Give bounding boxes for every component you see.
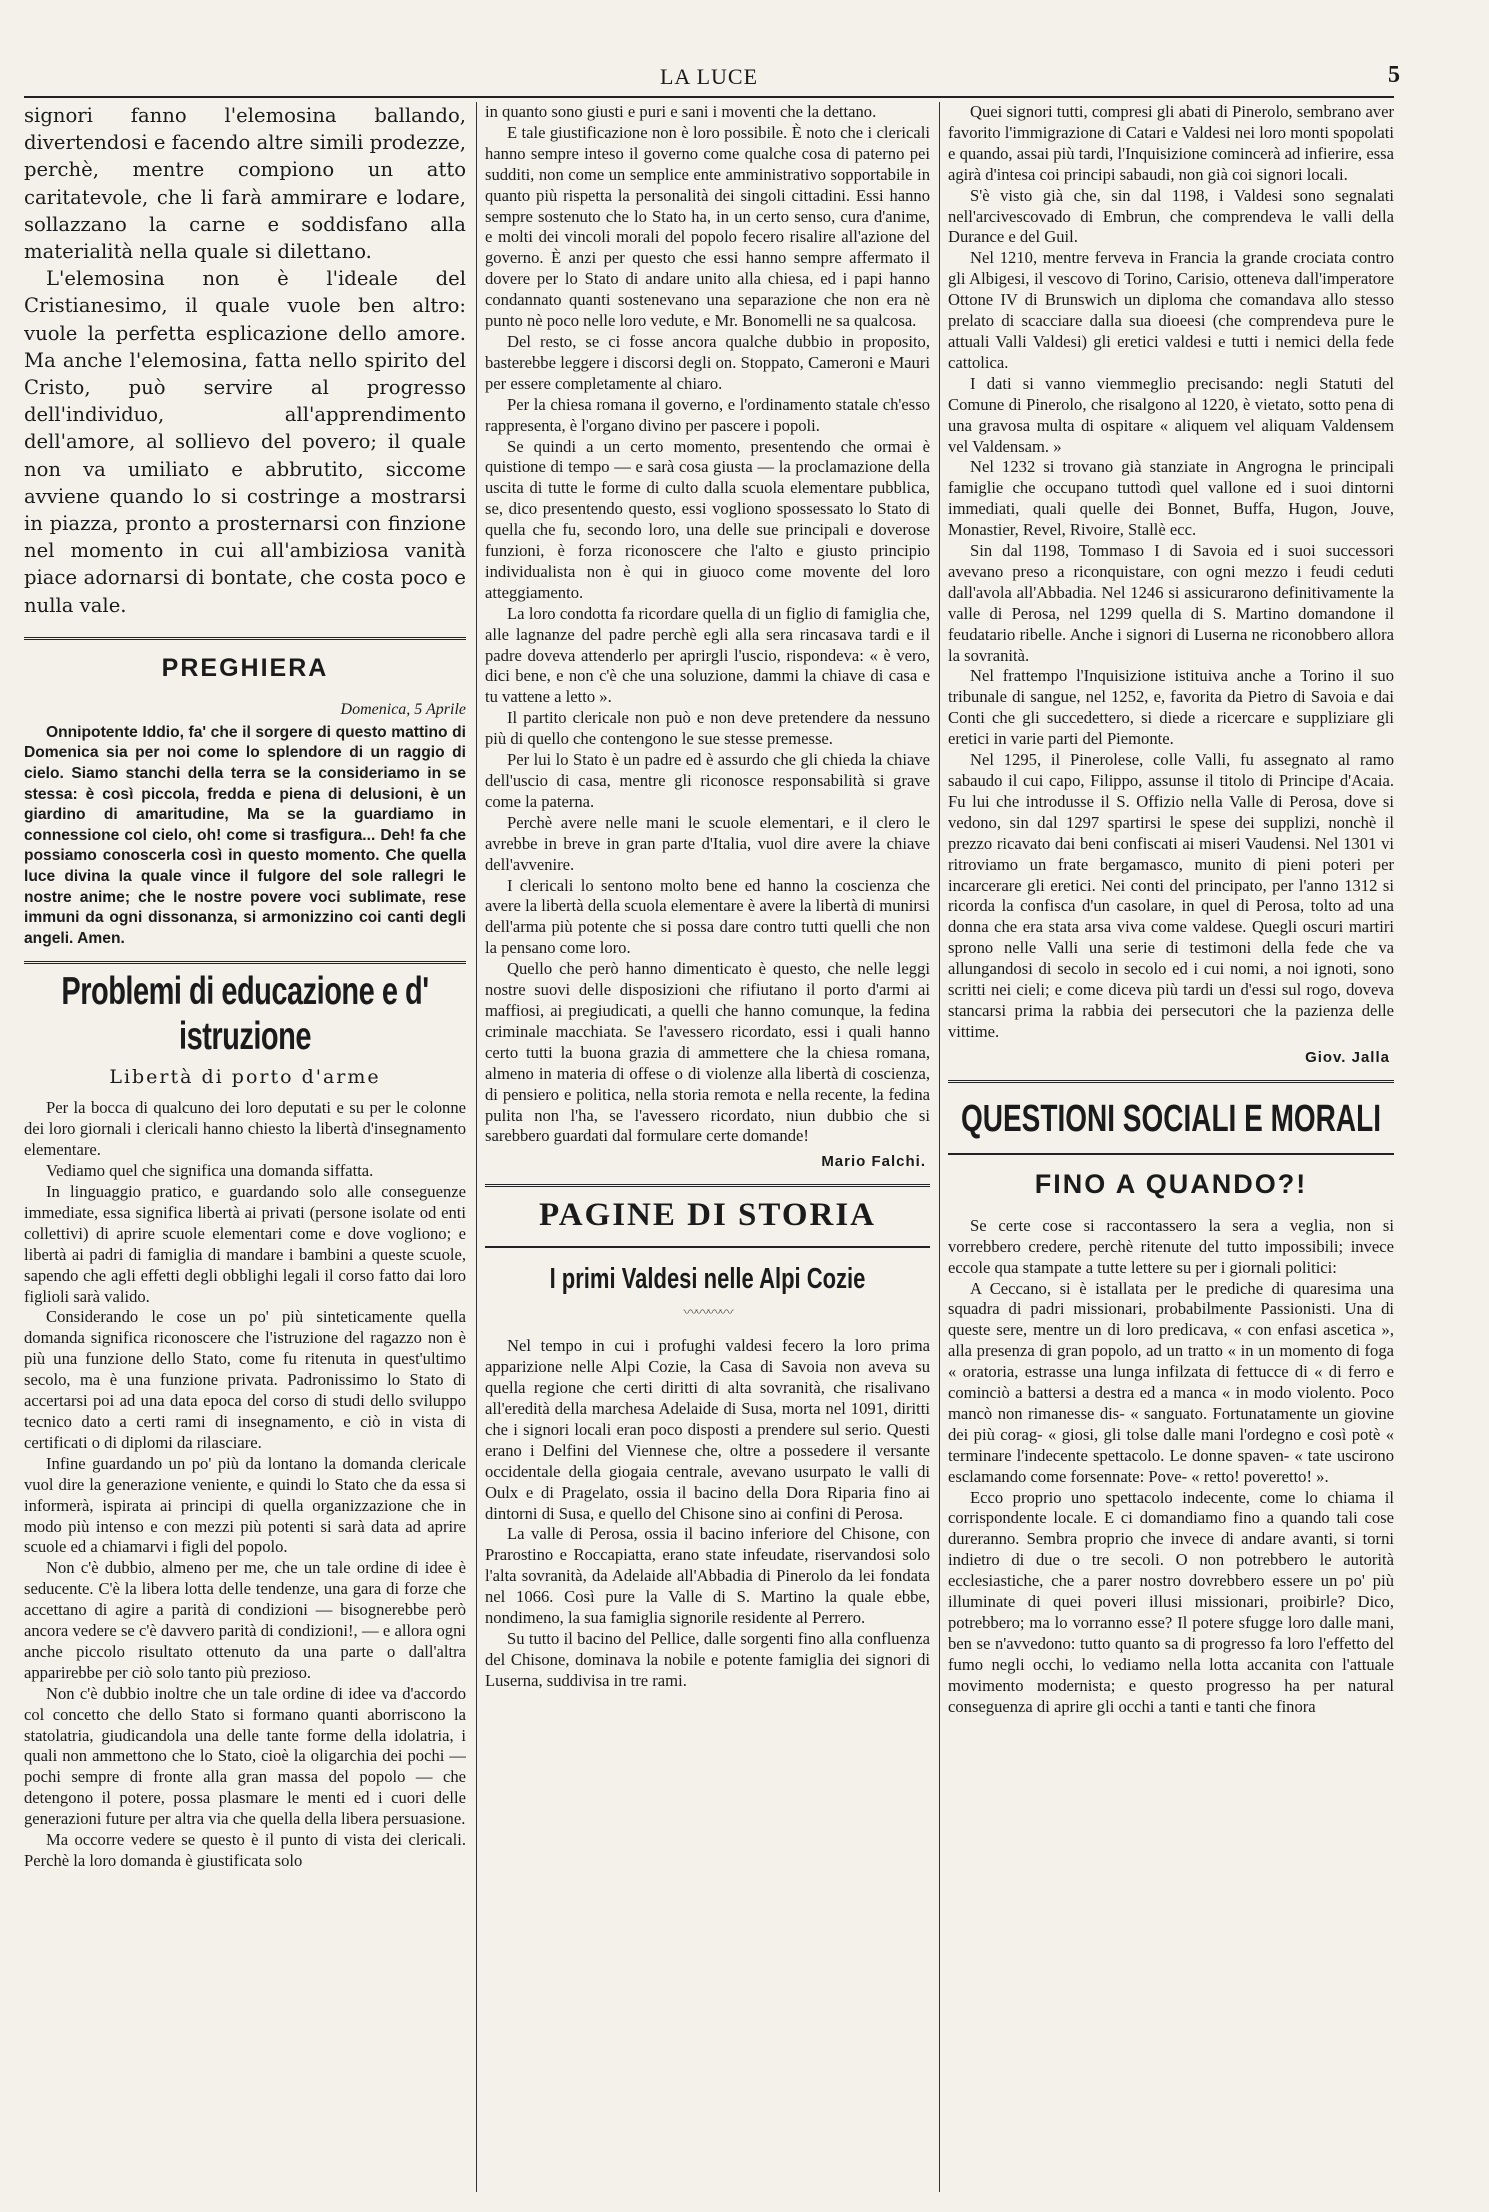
history-signature: Giov. Jalla [1305,1048,1390,1066]
paragraph: Del resto, se ci fosse ancora qualche dubbio in proposito, basterebbe leggere i discorsi degli on. Stoppato, Cameroni e Mauri per essere completamente al chiaro. [485,331,930,393]
paragraph: Quei signori tutti, compresi gli abati di Pinerolo, sembrano aver favorito l'immigrazione di Catari e Valdesi nei loro monti spopolati e quando, assai più tardi, l'Inquisizione comincerà ad infierire, essa agirà d'intesa coi principi sabaudi, non già coi signori locali. [948,102,1394,184]
divider [948,1153,1394,1155]
paragraph: signori fanno l'elemosina ballando, divertendosi e facendo altre simili prodezze, perchè, mentre compiono un atto caritatevole, che li farà ammirare e lodare, sollazzano la carne e soddisfano alla materialità nella quale si dilettano. [24,104,466,264]
paragraph: Il partito clericale non può e non deve pretendere da nessuno più di quello che contengono le sue stesse premesse. [485,708,930,749]
paragraph: Quello che però hanno dimenticato è questo, che nelle leggi nostre suovi delle disposizioni che rifiutano il porto d'armi ai maffiosi, ai pregiudicati, a quelli che hanno comunque, la fedina criminale macchiata. Se l'avessero ricordato, essi i quali hanno certo tutti la buona grazia di ammettere che la chiesa romana, almeno in materia di offese o di violenze alla libertà di coscienza, di pensiero e politica, nella storia remota e nella recente, la fedina pulita non l'ha, se l'avessero ricordato, niun dubbio che si sarebbero guardati dal formulare certe domande! [485,959,930,1146]
article-signature: Mario Falchi. [821,1153,926,1171]
paragraph: Perchè avere nelle mani le scuole elementari, e il clero le avrebbe in breve in gran parte d'Italia, vuol dire avere la chiave dell'avvenire. [485,812,930,874]
paragraph: S'è visto già che, sin dal 1198, i Valdesi sono segnalati nell'arcivescovado di Embrun, che comprendeva le valli della Durance e del Guil. [948,185,1394,247]
ornament: 〰〰〰〰 [683,1305,732,1322]
prayer-text: Onnipotente Iddio, fa' che il sorgere di questo mattino di Domenica sia per noi come lo splendore di un raggio di cielo. Siamo stanchi della terra se la consideriamo in se stessa: è così piccola, fredda e piena di delusioni, è un giardino di amaritudine, Ma se la guardiamo in connessione col cielo, oh! come si trasfigura... Deh! fa che possiamo conoscerla così in questo momento. Che quella luce divina la quale vince il fulgore del sole rallegri le nostre anime; che le nostre povere voci sublimate, rese immuni da ogni dissonanza, si armonizzino coi canti degli angeli. Amen. [24,723,466,947]
paragraph: In linguaggio pratico, e guardando solo alle conseguenze immediate, essa significa libertà ai privati (persone isolate od enti collettivi) di aprire scuole elementari come e dove vogliono; e libertà ai padri di famiglia di mandare i bambini a queste scuole, sapendo che agli effetti degli obblighi legali il corso fatto dai loro figlioli sarà valido. [24,1182,466,1306]
paragraph: Nel 1295, il Pinerolese, colle Valli, fu assegnato al ramo sabaudo il cui capo, Filippo, assunse il titolo di Principe d'Acaia. Fu lui che introdusse il S. Offizio nella Valle di Perosa, dove si vedono, sin dal 1297 spartirsi le spese dei supplizi, nonchè il prezzo ricavato dai beni confiscati ai miseri Vaudensi. Nel 1301 vi ritroviamo un frate bergamasco, munito di pieni poteri per incarcerare gli eretici. Nei conti del principato, per l'anno 1312 si ricorda la confisca d'un casolare, in quel di Perosa, tolto ad una donna che era stata arsa viva come valdese. Quegli oscuri martiri sprono nelle Valli una serie di testimoni della fede che va allungandosi di secolo in secolo ed i cui nomi, a noi ignoti, sono scritti nei cieli; e come diceva più tardi un d'essi sul rogo, doveva stancarsi prima la rabbia dei persecutori che la pazienza delle vittime. [948,750,1394,1041]
paragraph: L'elemosina non è l'ideale del Cristianesimo, il quale vuole ben altro: vuole la perfetta esplicazione dello amore. Ma anche l'elemosina, fatta nello spirito del Cristo, può servire al progresso dell'individuo, all'apprendimento dell'amore, al sollievo del povero; il quale non va umiliato e abbrutito, siccome avviene quando lo si costringe a mostrarsi in piazza, pronto a prosternarsi con finzione nel momento in cui all'ambiziosa vanità piace adornarsi di bontate, che costa poco e nulla vale. [24,267,466,617]
paragraph: Se quindi a un certo momento, presentendo che ormai è quistione di tempo — e sarà cosa giusta — la proclamazione della uscita di tutte le forme di culto dalla scuola elementare pubblica, se, dico presentendo questo, essi vogliono spossessato lo Stato di quella che fu, secondo loro, una delle sue principali e doverose funzioni, è forza riconoscere che l'alto e giusto principio individualista non è qui in giuoco come movente del loro atteggiamento. [485,436,930,602]
paragraph: E tale giustificazione non è loro possibile. È noto che i clericali hanno sempre inteso il governo come qualche cosa di paterno pei sudditi, non come un semplice ente amministrativo sopportabile in quanto più rispetta la personalità dei singoli cittadini. Essi hanno sempre sostenuto che lo Stato ha, in un certo senso, cura d'anime, e molti dei vincoli morali del popolo fecero risalire all'azione del governo. È anzi per questo che essi hanno sempre affermato il dovere per lo Stato di andare unito alla chiesa, ed i papi hanno condannato quanti sostenevano una separazione che non era nè punto nè poco nelle loro vedute, e Mr. Bonomelli ne sa qualcosa. [485,122,930,331]
article-subtitle: Libertà di porto d'arme [109,1066,381,1089]
paragraph: Vediamo quel che significa una domanda siffatta. [46,1161,374,1181]
divider [485,1246,930,1248]
paragraph: Se certe cose si raccontassero la sera a veglia, non si vorrebbero credere, perchè ritenute del tutto impossibili; invece eccole qua stampate a tutte lettere su per i giornali politici: [948,1215,1394,1277]
paragraph: Non c'è dubbio inoltre che un tale ordine di idee va d'accordo col concetto che dello Stato si formano quanti aborriscono la statolatria, giudicandola una delle tante forme della idolatria, i quali non ammettono che lo Stato, cioè la oligarchia dei pochi — pochi sempre di fronte alla gran massa del popolo — che detengono il potere, possa plasmare le menti ed i cuori delle generazioni future per altra via che quella della libera persuasione. [24,1683,466,1829]
column-3 [948,102,1394,2184]
paragraph: I clericali lo sentono molto bene ed hanno la coscienza che avere la libertà della scuola elementare è avere la libertà di munirsi dell'arma più potente che si possa dare contro tutti quelli che non la pensano come loro. [485,875,930,958]
paragraph: A Ceccano, si è istallata per le prediche di quaresima una squadra di padri missionari, probabilmente Passionisti. Una di queste sere, mentre un di loro predicava, « con enfasi ascetica », alla presenza di gran popolo, ad un tratto « in un momento di foga « oratoria, estrasse una lunga infilzata di fettucce di « di ferro e cominciò a battersi a destra ed a manca « in modo violento. Poco mancò non rimanesse dis- « sanguato. Fortunatamente un giovine dei più corag- « giosi, gli tolse dalle mani l'ordegno e così potè « terminare l'indecente spettacolo. Le donne spaven- « tate uscirono esclamando come forsennate: Pove- « retto! poveretto! ». [948,1278,1394,1486]
prayer [24,723,466,950]
section-title: Problemi di educazione e d' istruzione [61,970,429,1059]
divider [485,1184,930,1187]
paragraph: Per lui lo Stato è un padre ed è assurdo che gli chieda la chiave dell'uscio di casa, mentre gli riconosce responsabilità si grave come la paterna. [485,750,930,811]
paragraph: Nel tempo in cui i profughi valdesi fecero la loro prima apparizione nelle Alpi Cozie, la Casa di Savoia non aveva su quella regione che certi diritti di alta sovranità, che risalivano all'eredità della marchesa Adelaide di Susa, morta nel 1091, diritti che i signori locali eran poco disposti a prendere sul serio. Questi erano i Delfini del Viennese che, oltre a possedere il versante occidentale della giogaia centrale, avevano usurpato le valli di Oulx e di Pragelato, ossia il bacino della Dora Riparia fino ai dintorni di Susa, e quello del Chisone sino ai confini di Perosa. [485,1336,930,1523]
column-divider [939,102,940,2192]
divider [24,637,466,640]
history-body [485,1336,930,1691]
prayer-title: PREGHIERA [161,653,329,682]
page-number: 5 [1388,62,1400,88]
paragraph: I dati si vanno viemmeglio precisando: negli Statuti del Comune di Pinerolo, che risalgono al 1220, è vietato, sotto pena di una gravosa multa di ospitare « aliquem vel aliquam Valdensem vel Valdensam. » [948,373,1394,456]
article-body [24,1098,466,1872]
paragraph: Infine guardando un po' più da lontano la domanda clericale vuol dire la generazione veniente, e quindi lo Stato che da essa si informerà, ispirata ai principi di quella organizzazione che in modo più intenso e con mezzi più potenti si sarà data ad aprire scuole ed a chiamarvi i figli del popolo. [24,1453,466,1557]
section-title: QUESTIONI SOCIALI E MORALI [960,1097,1381,1140]
intro-text [24,102,466,619]
paragraph: Considerando le cose un po' più sinteticamente quella domanda significa riconoscere che l'istruzione del ragazzo non è più una funzione dello Stato, come fu ritenuta in quest'ultimo secolo, ma è una funzione privata. Padronissimo lo Stato di accertarsi poi ad una data epoca del corso di studi dello sviluppo tecnico dato a certi rami di insegnamento, e ciò in vista di certificati o di diplomi da rilasciare. [24,1307,466,1452]
article-body [948,1216,1394,1718]
history-body [948,102,1394,1043]
paragraph: La valle di Perosa, ossia il bacino inferiore del Chisone, con Prarostino e Roccapiatta, erano state infeudate, riservandosi solo l'alta sovranità, da Adelaide all'Abbadia di Pinerolo da lei fondata nel 1066. Così pure la Valle di S. Martino la quale ebbe, nondimeno, la sua famiglia signorile residente al Perrero. [485,1524,930,1628]
column-2 [485,102,930,2184]
column-1 [24,102,466,2184]
paragraph: Nel frattempo l'Inquisizione istituiva anche a Torino il suo tribunale di sangue, nel 1252, e, favorita da Pietro di Savoia e dai Conti che gli succedettero, si diede a ricercare e suppliziare gli eretici in varie parti del Piemonte. [948,666,1394,749]
history-title: I primi Valdesi nelle Alpi Cozie [549,1262,866,1295]
paragraph: Per la chiesa romana il governo, e l'ordinamento statale ch'esso rappresenta, è l'organo divino per pascere i popoli. [485,394,930,435]
paragraph: Ecco proprio uno spettacolo indecente, come lo chiama il corrispondente locale. E ci domandiamo fino a quando tali cose dureranno. Sembra proprio che invece di andare avanti, si torni indietro di due o tre secoli. O non potrebbero le autorità ecclesiastiche, che a parer nostro dovrebbero essere un po' più illuminate di quei poveri illusi missionari, proibirle? Dico, potrebbero; ma lo vorranno esse? Il potere sfugge loro dalle mani, ben se n'avvedono: tutto quanto sa di progresso fa loro l'effetto del fumo negli occhi, lo vediamo nella lotta accanita con l'attuale movimento modernista; e questo progresso ha per natural conseguenza di aprire gli occhi a tanti e tanti che finora [948,1487,1394,1716]
prayer-date: Domenica, 5 Aprile [340,700,466,718]
page-header [24,62,1400,98]
paragraph: Sin dal 1198, Tommaso I di Savoia ed i suoi successori avevano preso a riconquistare, con ogni mezzo i feudi ceduti dall'avola all'Abbadia. Nel 1246 si assicurarono definitivamente la valle di Perosa, nel 1299 quella di S. Martino domandone il feudatario ribelle. Anche i signori di Luserna ne riconobbero allora la sovranità. [948,541,1394,665]
divider [948,1080,1394,1083]
paragraph: Per la bocca di qualcuno dei loro deputati e su per le colonne dei loro giornali i clericali hanno chiesto la libertà d'insegnamento elementare. [24,1098,466,1160]
divider [24,961,466,964]
section-title: PAGINE DI STORIA [538,1197,876,1234]
paragraph: in quanto sono giusti e puri e sani i moventi che la dettano. [485,102,877,121]
paragraph: Non c'è dubbio, almeno per me, che un tale ordine di idee è seducente. C'è la libera lotta delle tendenze, una gara di forze che accettano di agire a parità di condizioni — bisognerebbe però ancora vedere se c'è davvero parità di condizioni!, — e allora ogni anche piccolo risultato ottenuto da una parte o dall'altra apparirebbe per ciò solo tanto più prezioso. [24,1558,466,1682]
paragraph: Ma occorre vedere se questo è il punto di vista dei clericali. Perchè la loro domanda è giustificata solo [24,1830,466,1871]
paragraph: La loro condotta fa ricordare quella di un figlio di famiglia che, alle lagnanze del padre perchè egli alla sera rincasava tardi e il padre doveva attenderlo per aprirgli l'uscio, rispondeva: « è vero, dici bene, e non c'è che una soluzione, dammi la chiave di casa e tu vattene a letto ». [485,603,930,707]
newspaper-title: LA LUCE [659,64,759,89]
article-title: FINO A QUANDO?! [1034,1168,1308,1199]
paragraph: Nel 1210, mentre ferveva in Francia la grande crociata contro gli Albigesi, il vescovo di Torino, Carisio, otteneva dall'imperatore Ottone IV di Brunswich un diploma che comandava allo stesso prelato di scacciare dalla sua dioeesi (che comprendeva pure le attuali Valli Valdesi) gli eretici valdesi e tutti i nemici della fede cattolica. [948,248,1394,372]
column-divider [476,102,477,2192]
article-body [485,102,930,1147]
paragraph: Nel 1232 si trovano già stanziate in Angrogna le principali famiglie che occupano tuttodì quel vallone ed i suoi dintorni immediati, quali quelle dei Bonnet, Buffa, Hugon, Jouve, Monastier, Revel, Rivoire, Stallè ecc. [948,457,1394,540]
paragraph: Su tutto il bacino del Pellice, dalle sorgenti fino alla confluenza del Chisone, dominava la nobile e potente famiglia dei signori di Luserna, suddivisa in tre rami. [485,1629,930,1690]
